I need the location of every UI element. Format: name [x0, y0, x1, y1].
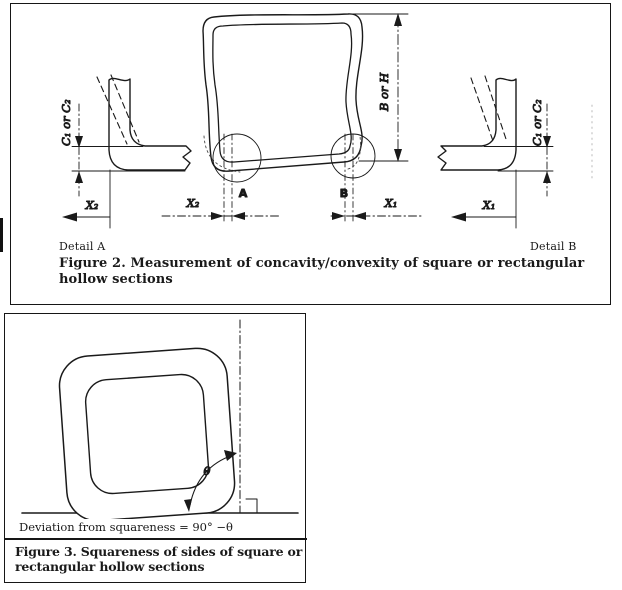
scan-artifact	[0, 218, 3, 252]
x2-main-label: X₂	[186, 195, 199, 210]
detail-a-caption: Detail A	[59, 240, 106, 253]
x1-arrow-left	[353, 212, 366, 220]
theta-label: θ	[203, 463, 210, 478]
deviation-note: Deviation from squareness = 90° −θ	[19, 520, 233, 534]
c-dimension-label: C₁ or C₂	[529, 98, 544, 146]
x1-main-label: X₁	[384, 195, 397, 210]
detail-a-drawing	[59, 75, 191, 228]
section-outer-contour	[203, 13, 363, 170]
figure3-caption: Figure 3. Squareness of sides of square or rectangular hollow sections	[15, 544, 303, 575]
height-arrow-up	[394, 13, 402, 26]
height-arrow-down	[394, 149, 402, 162]
right-angle-mark	[246, 499, 257, 513]
x2-arrow-left	[232, 212, 245, 220]
x1-arrow-right	[332, 212, 345, 220]
corner-b-label: B	[339, 186, 348, 200]
tilted-outer-contour	[57, 346, 236, 519]
figure3-panel	[4, 313, 306, 583]
x1-arrowhead	[451, 212, 466, 221]
detail-b-caption: Detail B	[530, 240, 577, 253]
corner-wall-outline	[109, 78, 191, 170]
figure2-panel	[10, 3, 611, 305]
figure2-diagram	[10, 3, 612, 255]
x2-arrowhead	[62, 212, 77, 221]
corner-wall-outline	[438, 78, 516, 170]
corner-a-label: A	[238, 186, 247, 200]
b-or-h-label: B or H	[376, 72, 391, 111]
hollow-section-drawing	[162, 13, 424, 222]
x2-detail-label: X₂	[85, 197, 98, 212]
caption-divider	[4, 538, 307, 540]
figure2-caption: Figure 2. Measurement of concavity/convexity of square or rectangular hollow sections	[59, 256, 585, 287]
x2-arrow-right	[211, 212, 224, 220]
c-dimension-label: C₁ or C₂	[58, 98, 73, 146]
figure3-diagram	[4, 313, 307, 519]
detail-b-drawing	[438, 76, 553, 228]
x1-detail-label: X₁	[482, 197, 495, 212]
tilted-hollow-section	[57, 346, 236, 519]
